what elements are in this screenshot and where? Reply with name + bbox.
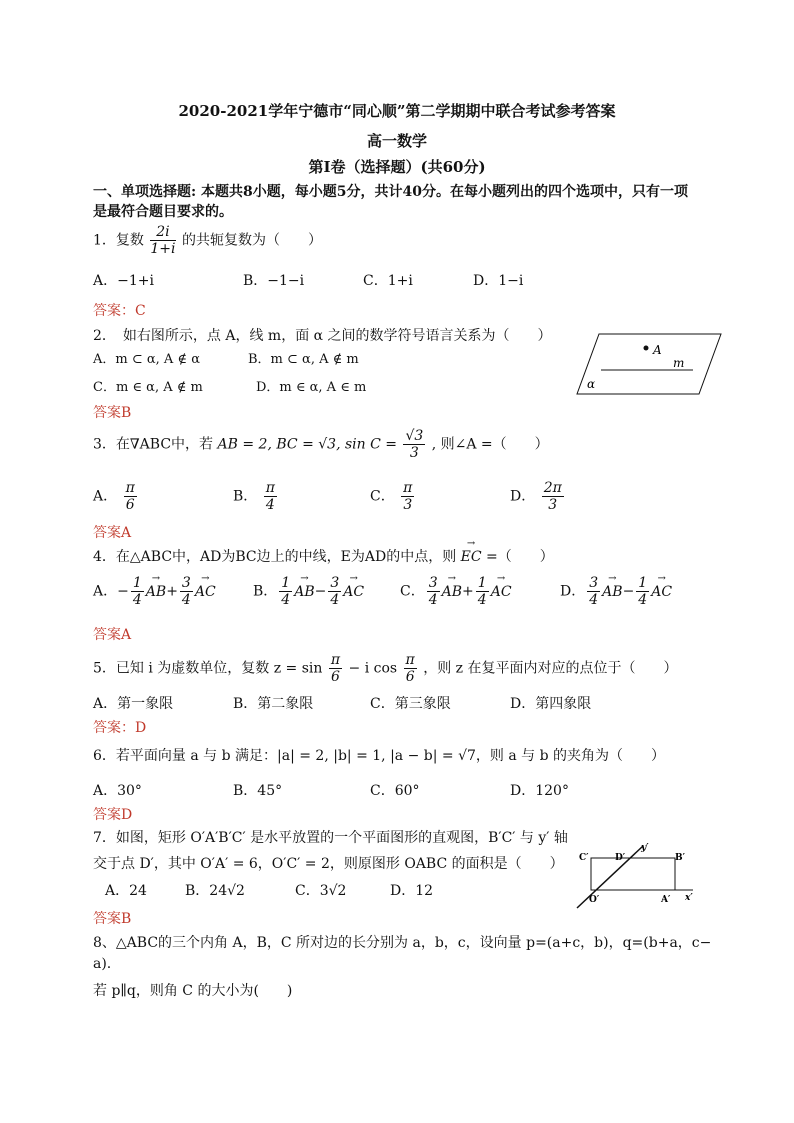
question-1 (93, 224, 322, 257)
q5-frac1 (329, 652, 342, 685)
q4-c-vec2: → AC (491, 584, 512, 600)
q3-a-den: 6 (125, 497, 135, 513)
section-description (93, 182, 713, 222)
question-6: 6．若平面向量 a 与 b 满足：|a| = 2, |b| = 1, |a − b| = √7，则 a 与 b 的夹角为（ ） (93, 748, 666, 764)
q7-answer: 答案B (93, 911, 132, 927)
q2-answer: 答案B (93, 405, 132, 421)
q4-d-d2: 4 (638, 592, 648, 608)
q4-option-a (93, 575, 216, 608)
q1-suffix: 的共轭复数为（ ） (181, 232, 322, 249)
q4-b-d1: 4 (281, 592, 291, 608)
q3-frac-numerator: √3 (405, 428, 424, 444)
q4-c-d2: 4 (477, 592, 487, 608)
q4-d-frac2 (636, 575, 649, 608)
q7-fig-label-y: y′ (641, 843, 649, 853)
q6-option-b: B．45° (233, 783, 283, 799)
q4-b-vec2: → AC (343, 584, 364, 600)
q3-condition: AB = 2, BC = √3, sin C = (217, 436, 397, 453)
q4-option-b (253, 575, 364, 608)
q4-d-vec2: → AC (651, 584, 672, 600)
q3-option-c-fraction (401, 480, 414, 513)
q4-c-d1: 4 (428, 592, 438, 608)
q3-option-a (93, 480, 139, 513)
q3-suffix: , 则∠A =（ ） (431, 436, 549, 453)
section-description-line-1: 一、单项选择题: 本题共8小题，每小题5分，共计40分。在每小题列出的四个选项中，只有一项 (93, 184, 689, 200)
q4-a-d1: 4 (132, 592, 142, 608)
page-subtitle: 高一数学 (366, 132, 427, 150)
q3-option-b (233, 480, 279, 513)
q1-option-b: B．−1−i (243, 273, 305, 289)
q3-option-a-label: A． (93, 488, 118, 505)
q3-a-num: π (125, 480, 135, 496)
q4-answer: 答案A (93, 627, 132, 643)
q2-fig-label-alpha: α (587, 377, 596, 391)
q3-b-den: 4 (265, 497, 275, 513)
q4-c-n2: 1 (477, 575, 487, 591)
question-7-line-1: 7．如图，矩形 O′A′B′C′ 是水平放置的一个平面图形的直观图，B′C′ 与 y′ 轴 (93, 830, 568, 846)
q3-b-num: π (265, 480, 275, 496)
q1-option-a: A．−1+i (93, 273, 154, 289)
q3-option-c-label: C． (370, 488, 395, 505)
question-8-line-1: 8、△ABC的三个内角 A，B，C 所对边的长分别为 a，b，c，设向量 p=(a+c，b)，q=(b+a，c− (93, 935, 712, 951)
q4-b-n1: 1 (281, 575, 291, 591)
q4-a-frac1 (131, 575, 144, 608)
q4-d-label: D． (560, 583, 586, 600)
q2-fig-label-m: m (673, 356, 685, 370)
q4-a-sign2: + (166, 583, 178, 600)
q3-frac-denominator: 3 (409, 445, 419, 461)
page-title: 2020-2021学年宁德市“同心顺”第二学期期中联合考试参考答案 (178, 102, 616, 120)
q2-plane-figure (575, 330, 725, 398)
q5-n2: π (405, 652, 415, 668)
q5-option-c: C．第三象限 (370, 696, 451, 712)
q5-d1: 6 (331, 669, 340, 685)
q4-b-d2: 4 (330, 592, 340, 608)
q1-option-d: D．1−i (473, 273, 524, 289)
q3-answer: 答案A (93, 525, 132, 541)
q1-fraction (150, 224, 175, 257)
q3-option-a-fraction (124, 480, 137, 513)
q7-fig-label-b: B′ (675, 853, 685, 863)
q2-option-d: D．m ∈ α, A ∈ m (256, 380, 367, 395)
q4-a-sign1: − (117, 583, 129, 600)
q3-c-den: 3 (403, 497, 413, 513)
q7-fig-label-a: A′ (661, 895, 671, 905)
q4-d-n2: 1 (638, 575, 648, 591)
q5-frac2 (404, 652, 417, 685)
q3-fraction (403, 428, 425, 461)
q4-option-d (560, 575, 672, 608)
question-8-line-2: a). (93, 956, 112, 972)
q4-c-frac1 (427, 575, 440, 608)
question-5 (93, 652, 677, 685)
q4-suffix: =（ ） (486, 549, 554, 565)
q4-c-sign2: + (462, 583, 474, 600)
q3-d-den: 3 (548, 497, 558, 513)
q4-a-d2: 4 (181, 592, 191, 608)
q7-option-c: C．3√2 (295, 883, 347, 899)
q4-a-n1: 1 (132, 575, 142, 591)
q4-b-frac1 (279, 575, 292, 608)
q4-b-vec1: → AB (294, 584, 314, 600)
q1-prefix: 1．复数 (93, 232, 144, 249)
q6-option-d: D．120° (510, 783, 569, 799)
q4-d-d1: 4 (589, 592, 599, 608)
q1-frac-denominator: 1+i (150, 241, 176, 257)
q2-option-b: B．m ⊂ α, A ∉ m (248, 352, 359, 367)
q3-option-d-label: D． (510, 488, 536, 505)
q5-prefix: 5．已知 i 为虚数单位，复数 z = sin (93, 660, 323, 677)
q1-frac-numerator: 2i (150, 224, 175, 241)
q5-suffix: ，则 z 在复平面内对应的点位于（ ） (423, 660, 678, 677)
q5-option-b: B．第二象限 (233, 696, 314, 712)
q3-option-b-label: B． (233, 488, 258, 505)
q4-c-n1: 3 (428, 575, 438, 591)
q3-option-b-fraction (264, 480, 277, 513)
q4-c-frac2 (476, 575, 489, 608)
q4-option-c (400, 575, 512, 608)
q7-option-a: A．24 (105, 883, 147, 899)
q5-option-a: A．第一象限 (93, 696, 174, 712)
q7-fig-label-c: C′ (579, 853, 589, 863)
q4-b-sign2: − (314, 583, 327, 600)
q7-oblique-figure (575, 838, 705, 910)
q3-option-c (370, 480, 416, 513)
q5-middle: − i cos (348, 660, 398, 677)
q4-b-label: B． (253, 583, 278, 600)
q4-vector-ec: → EC (461, 549, 482, 565)
q7-fig-label-x: x′ (685, 893, 693, 903)
q3-prefix: 3．在∇ABC中，若 (93, 436, 214, 453)
q4-b-n2: 3 (330, 575, 340, 591)
q2-option-c: C．m ∈ α, A ∉ m (93, 380, 203, 395)
q4-a-n2: 3 (181, 575, 191, 591)
q5-answer: 答案：D (93, 720, 147, 736)
q6-option-a: A．30° (93, 783, 142, 799)
q4-a-frac2 (180, 575, 193, 608)
q4-b-frac2 (328, 575, 341, 608)
q6-answer: 答案D (93, 807, 133, 823)
q2-option-a: A．m ⊂ α, A ∉ α (93, 352, 200, 367)
question-3 (93, 428, 549, 461)
q7-option-b: B．24√2 (185, 883, 245, 899)
q3-d-num: 2π (543, 480, 562, 496)
q4-a-vec1: → AB (146, 584, 166, 600)
q4-text: 4．在△ABC中，AD为BC边上的中线，E为AD的中点，则 (93, 549, 457, 565)
q7-fig-label-d: D′ (615, 853, 626, 863)
q3-option-d-fraction (542, 480, 564, 513)
q5-n1: π (330, 652, 341, 668)
q3-option-d (510, 480, 566, 513)
q2-fig-label-a: A (653, 343, 662, 357)
q6-option-c: C．60° (370, 783, 420, 799)
q4-a-vec2: → AC (195, 584, 216, 600)
q4-c-label: C． (400, 583, 425, 600)
q1-answer: 答案：C (93, 303, 146, 319)
question-4 (93, 546, 554, 566)
question-8-line-3: 若 p∥q，则角 C 的大小为( ) (93, 983, 293, 999)
q7-fig-label-o: O′ (589, 895, 600, 905)
question-7-line-2: 交于点 D′，其中 O′A′ = 6，O′C′ = 2，则原图形 OABC 的面积是（ ） (93, 856, 564, 872)
q4-d-n1: 3 (589, 575, 599, 591)
q7-option-d: D．12 (390, 883, 434, 899)
q4-c-vec1: → AB (442, 584, 462, 600)
q4-d-vec1: → AB (602, 584, 622, 600)
section-description-line-2: 是最符合题目要求的。 (93, 204, 233, 220)
q1-option-c: C．1+i (363, 273, 413, 289)
q5-option-d: D．第四象限 (510, 696, 592, 712)
q4-d-sign2: − (622, 583, 635, 600)
question-2: 2． 如右图所示，点 A，线 m，面 α 之间的数学符号语言关系为（ ） (93, 328, 552, 344)
q4-d-frac1 (587, 575, 600, 608)
section-heading: 第Ⅰ卷（选择题）(共60分) (308, 158, 486, 176)
q3-c-num: π (403, 480, 413, 496)
q4-a-label: A． (93, 583, 118, 600)
q5-d2: 6 (405, 669, 415, 685)
